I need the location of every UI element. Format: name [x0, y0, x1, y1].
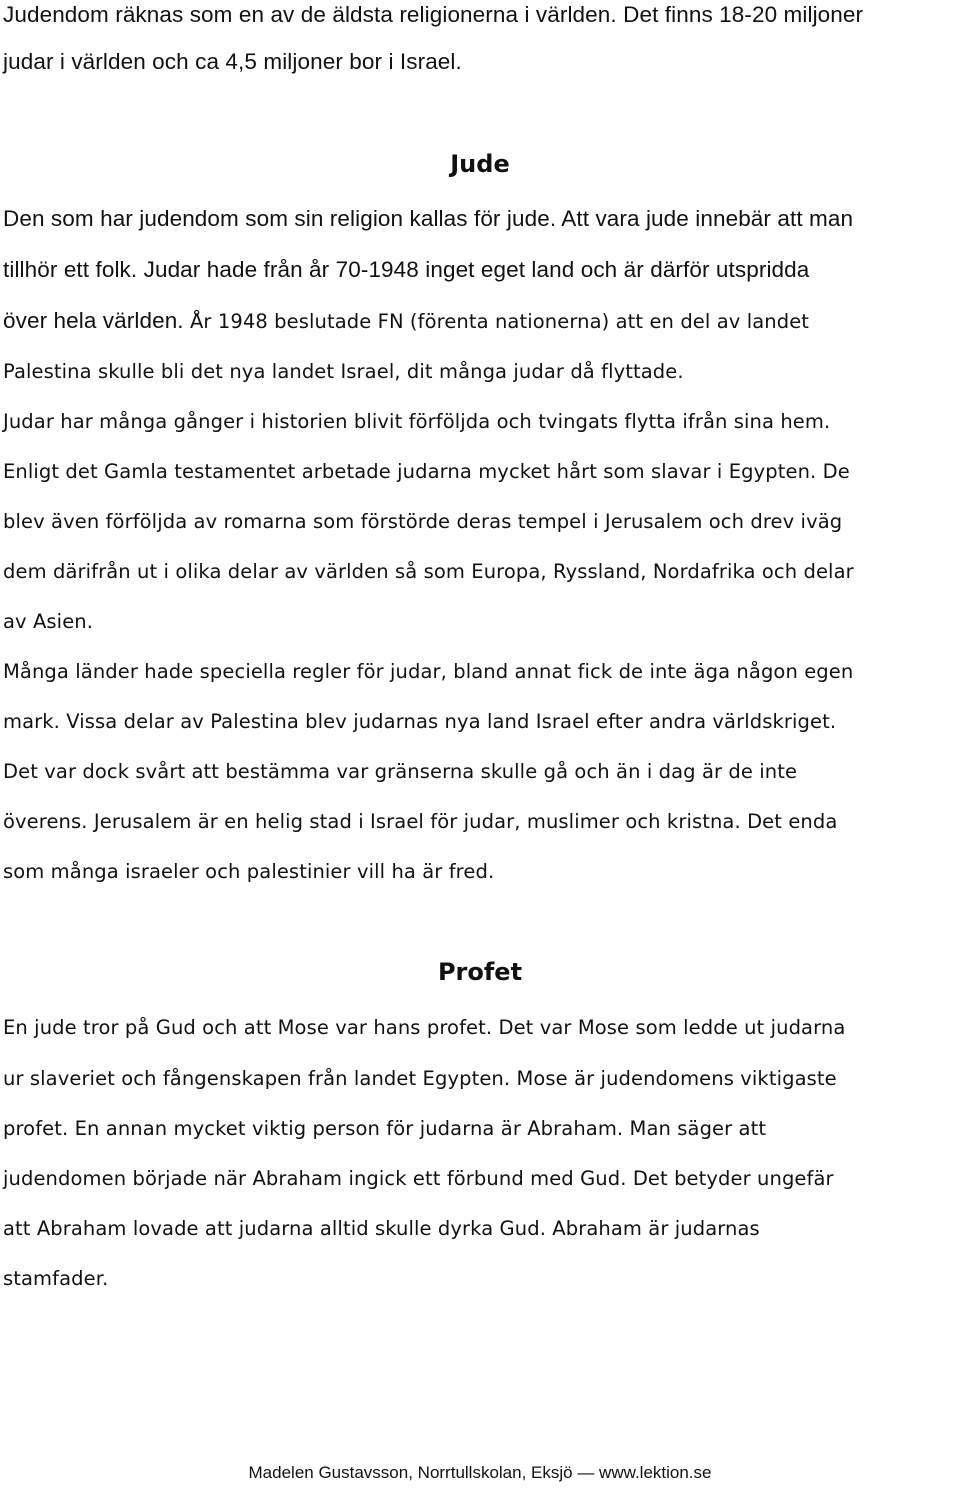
intro-line: Judendom räknas som en av de äldsta religionerna i världen. Det finns 18-20 miljoner	[3, 2, 864, 27]
jude-line: Palestina skulle bli det nya landet Israel, dit många judar då flyttade.	[3, 360, 684, 383]
jude-line: överens. Jerusalem är en helig stad i Israel för judar, muslimer och kristna. Det enda	[3, 810, 838, 833]
jude-line: Enligt det Gamla testamentet arbetade judarna mycket hårt som slavar i Egypten. De	[3, 460, 850, 483]
intro-line: judar i världen och ca 4,5 miljoner bor i Israel.	[3, 49, 462, 74]
jude-line-sans-part: över hela världen.	[3, 308, 184, 333]
jude-line: Den som har judendom som sin religion kallas för jude. Att vara jude innebär att man	[3, 206, 854, 231]
profet-line: profet. En annan mycket viktig person för judarna är Abraham. Man säger att	[3, 1117, 767, 1140]
jude-line: mark. Vissa delar av Palestina blev judarnas nya land Israel efter andra världskriget.	[3, 710, 837, 733]
jude-line: Judar har många gånger i historien blivit förföljda och tvingats flytta ifrån sina hem.	[3, 410, 831, 433]
jude-line: som många israeler och palestinier vill ha är fred.	[3, 860, 495, 883]
jude-line: tillhör ett folk. Judar hade från år 70-1948 inget eget land och är därför utspridda	[3, 257, 810, 282]
profet-line: ur slaveriet och fångenskapen från landet Egypten. Mose är judendomens viktigaste	[3, 1067, 837, 1090]
jude-line-comic-part: År 1948 beslutade FN (förenta nationerna) att en del av landet	[183, 310, 810, 333]
profet-line: judendomen började när Abraham ingick ett förbund med Gud. Det betyder ungefär	[3, 1167, 834, 1190]
jude-line-mixed	[3, 306, 809, 337]
page-footer: Madelen Gustavsson, Norrtullskolan, Eksjö — www.lektion.se	[248, 1463, 712, 1482]
profet-line: stamfader.	[3, 1267, 109, 1290]
profet-line: att Abraham lovade att judarna alltid skulle dyrka Gud. Abraham är judarnas	[3, 1217, 760, 1240]
jude-line: Många länder hade speciella regler för judar, bland annat fick de inte äga någon egen	[3, 660, 854, 683]
jude-line: av Asien.	[3, 610, 94, 633]
heading-jude: Jude	[450, 150, 510, 178]
jude-line: blev även förföljda av romarna som förstörde deras tempel i Jerusalem och drev iväg	[3, 510, 843, 533]
profet-line: En jude tror på Gud och att Mose var hans profet. Det var Mose som ledde ut judarna	[3, 1016, 846, 1039]
jude-line: Det var dock svårt att bestämma var gränserna skulle gå och än i dag är de inte	[3, 760, 798, 783]
heading-profet: Profet	[437, 958, 523, 986]
jude-line: dem därifrån ut i olika delar av världen så som Europa, Ryssland, Nordafrika och delar	[3, 560, 854, 583]
